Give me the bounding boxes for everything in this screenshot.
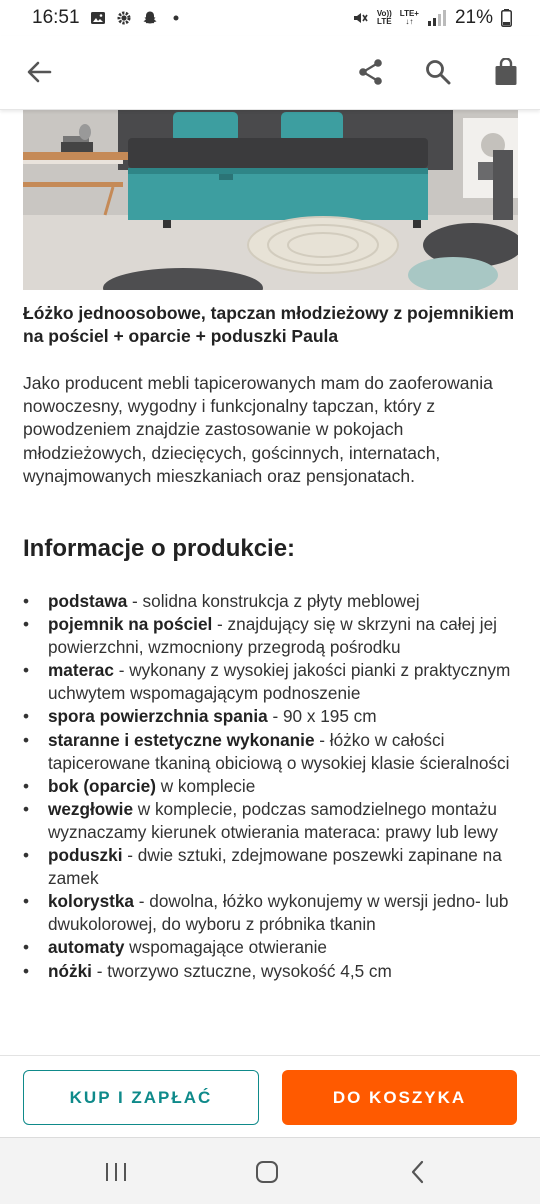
gallery-icon (90, 10, 106, 26)
feature-text: - 90 x 195 cm (267, 706, 377, 727)
mute-icon (351, 9, 369, 27)
buy-and-pay-button[interactable]: KUP I ZAPŁAĆ (23, 1070, 259, 1125)
feature-item (23, 960, 523, 983)
signal-strength-icon (427, 10, 447, 26)
battery-icon (501, 9, 512, 27)
product-features-list (23, 590, 523, 983)
feature-item (23, 890, 523, 936)
home-icon (255, 1160, 279, 1184)
feature-item (23, 613, 523, 659)
system-navigation-bar (0, 1137, 540, 1204)
feature-text: - dowolna, łóżko wykonujemy w wersji jedno- lub dwukolorowej, do wyboru z próbnika tkanin (48, 891, 509, 935)
recents-icon (104, 1161, 128, 1183)
search-button[interactable] (418, 52, 458, 92)
feature-text: - wykonany z wysokiej jakości pianki z praktycznym uchwytem wspomagającym podnoszenie (48, 660, 511, 704)
status-time: 16:51 (32, 7, 80, 28)
network-type-indicator: LTE+ ↓↑ (399, 9, 419, 26)
product-content (0, 110, 540, 1055)
product-info-heading: Informacje o produkcie: (23, 535, 296, 562)
settings-gear-icon (116, 10, 132, 26)
feature-term: staranne i estetyczne wykonanie (48, 729, 315, 750)
share-button[interactable] (351, 52, 391, 92)
home-button[interactable] (247, 1156, 287, 1188)
feature-item (23, 590, 523, 613)
feature-text: - znajdujący się w skrzyni na całej jej powierzchni, wzmocniony przegrodą pośrodku (48, 614, 497, 658)
app-bar (0, 36, 540, 110)
purchase-action-bar (0, 1055, 540, 1137)
feature-text: wspomagające otwieranie (124, 937, 327, 958)
share-icon (357, 58, 385, 86)
feature-item (23, 729, 523, 775)
feature-item (23, 798, 523, 844)
notification-dot-icon (168, 10, 184, 26)
feature-text: w komplecie, podczas samodzielnego montażu wyznaczamy kierunek otwierania materaca: prawy lub lewy (48, 798, 498, 842)
feature-term: poduszki (48, 845, 123, 866)
product-image (23, 110, 518, 290)
volte-indicator: Vo)) LTE (376, 9, 392, 26)
feature-item (23, 659, 523, 705)
feature-text: - łóżko w całości tapicerowane tkaniną obiciową o wysokiej klasie ścieralności (48, 729, 510, 773)
chevron-left-icon (408, 1160, 428, 1184)
feature-text: w komplecie (155, 775, 256, 796)
feature-text: - dwie sztuki, zdejmowane poszewki zapinane na zamek (48, 845, 502, 889)
sofa-photo (23, 110, 518, 290)
shopping-bag-icon (494, 58, 518, 86)
feature-item (23, 936, 523, 959)
snapchat-icon (142, 10, 158, 26)
feature-term: automaty (48, 937, 125, 958)
feature-item (23, 705, 523, 728)
search-icon (425, 59, 451, 85)
product-title: Łóżko jednoosobowe, tapczan młodzieżowy z pojemnikiem na pościel + oparcie + poduszki Paula (23, 303, 515, 346)
add-to-cart-button[interactable]: DO KOSZYKA (282, 1070, 517, 1125)
battery-percent: 21% (454, 7, 493, 28)
product-description: Jako producent mebli tapicerowanych mam do zaoferowania nowoczesny, wygodny i funkcjonalny tapczan, który z powodzeniem znajdzie zastosowanie w pokojach młodzieżowych, dziecięcych, gościnnych, internatach, wynajmowanych mieszkaniach oraz pensjonatach. (23, 373, 493, 486)
back-button[interactable] (19, 52, 59, 92)
feature-term: nóżki (48, 960, 92, 981)
feature-term: wezgłowie (48, 798, 133, 819)
system-back-button[interactable] (398, 1156, 438, 1188)
feature-term: pojemnik na pościel (48, 614, 213, 635)
feature-text: - tworzywo sztuczne, wysokość 4,5 cm (91, 960, 392, 981)
arrow-left-icon (26, 59, 52, 85)
status-bar (0, 0, 540, 36)
feature-term: spora powierzchnia spania (48, 706, 268, 727)
cart-bag-button[interactable] (486, 52, 526, 92)
feature-item (23, 775, 523, 798)
feature-term: materac (48, 660, 114, 681)
feature-item (23, 844, 523, 890)
feature-term: podstawa (48, 591, 128, 611)
feature-term: kolorystka (48, 891, 134, 912)
feature-term: bok (oparcie) (48, 775, 156, 796)
recents-button[interactable] (96, 1156, 136, 1188)
feature-text: - solidna konstrukcja z płyty meblowej (127, 591, 420, 611)
